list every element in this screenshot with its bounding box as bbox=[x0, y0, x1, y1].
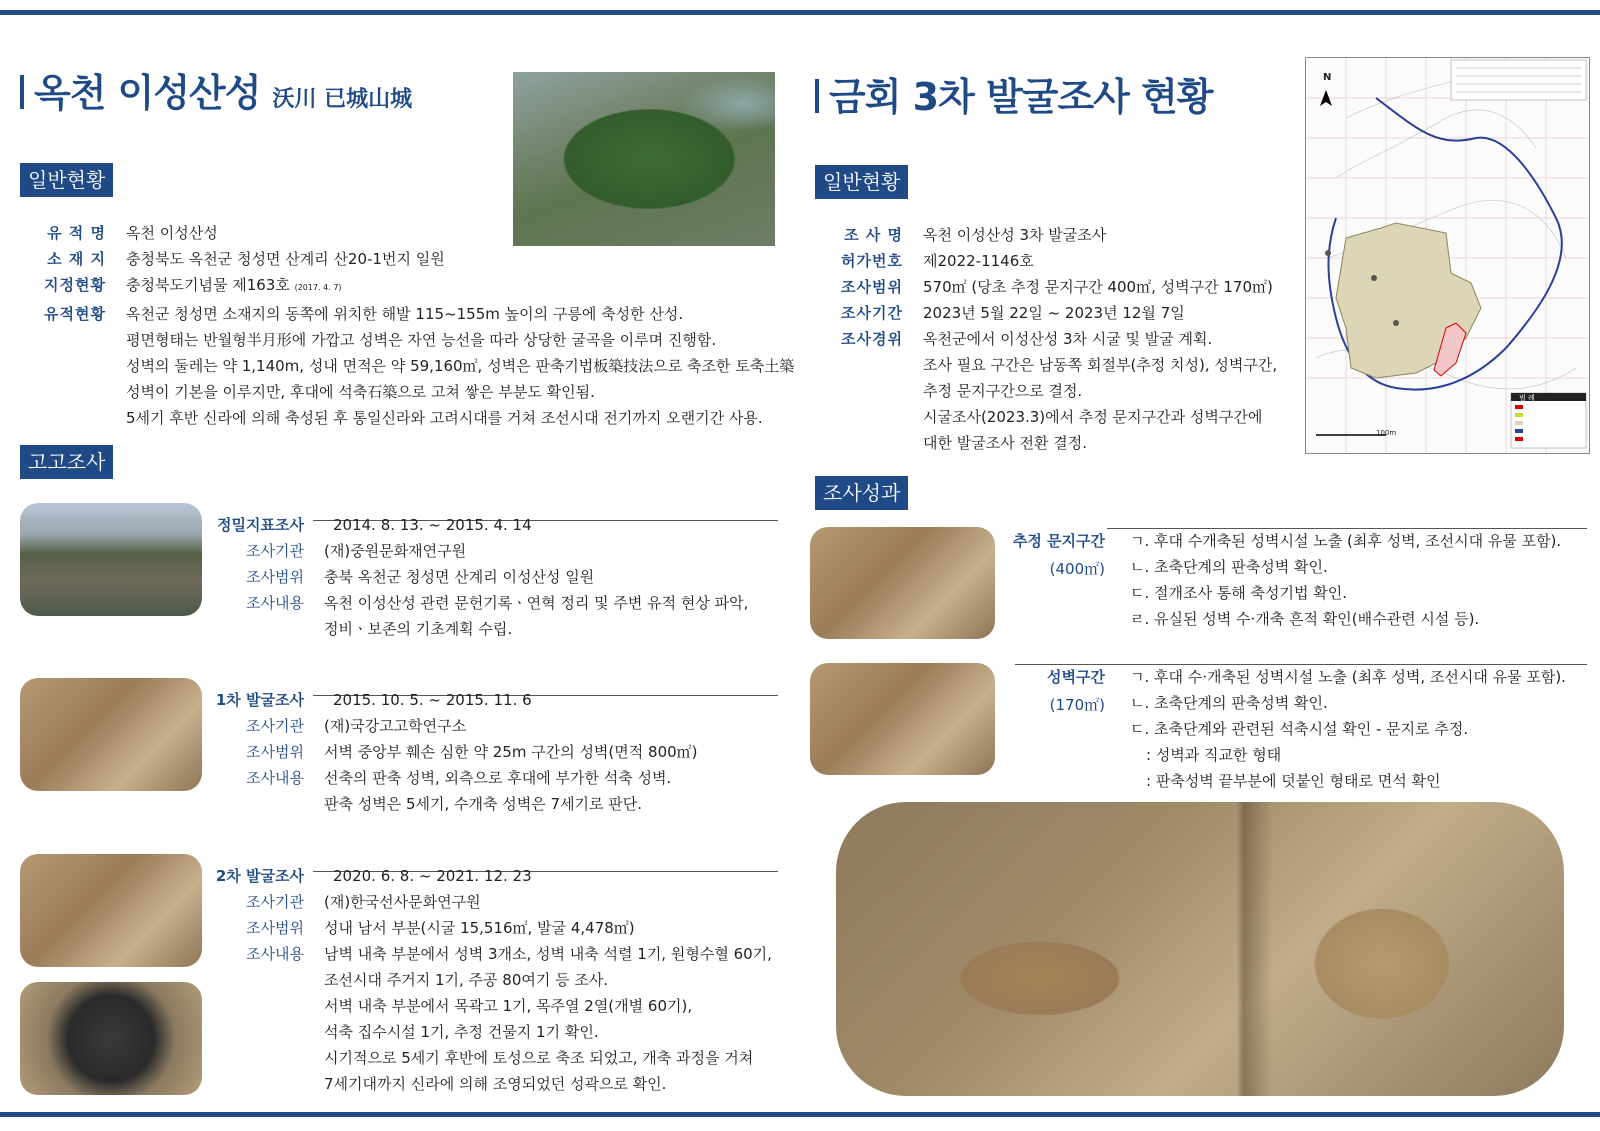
info-value: 옥천군에서 이성산성 3차 시굴 및 발굴 계획. bbox=[923, 330, 1213, 348]
survey-value: 옥천 이성산성 관련 문헌기록ㆍ연혁 정리 및 주변 유적 현상 파악, bbox=[324, 594, 749, 612]
general-info-left bbox=[11, 220, 794, 431]
results-badge: 조사성과 bbox=[815, 476, 908, 510]
survey-value: 정비ㆍ보존의 기초계획 수립. bbox=[324, 620, 513, 638]
result-title: 추정 문지구간 bbox=[1012, 532, 1105, 550]
info-row-site-name bbox=[11, 220, 794, 246]
survey-value: 시기적으로 5세기 후반에 토성으로 축조 되었고, 개축 과정을 거쳐 bbox=[324, 1049, 754, 1067]
info-row-period bbox=[808, 300, 1277, 326]
survey-key: 조사내용 bbox=[246, 769, 304, 787]
info-row-designation bbox=[11, 272, 794, 301]
map-legend-title: 범 례 bbox=[1519, 394, 1535, 402]
coordinate-box bbox=[1451, 60, 1586, 100]
survey-3-photo-b bbox=[20, 982, 202, 1095]
survey-value: 판축 성벽은 5세기, 수개축 성벽은 7세기로 판단. bbox=[324, 795, 643, 813]
general-info-right bbox=[808, 222, 1277, 456]
survey-title: 정밀지표조사 bbox=[217, 516, 304, 534]
survey-date: 2015. 10. 5. ~ 2015. 11. 6 bbox=[333, 691, 532, 709]
survey-key: 조사기관 bbox=[246, 893, 304, 911]
result-item: : 판축성벽 끝부분에 덧붙인 형태로 면석 확인 bbox=[1146, 772, 1441, 790]
title-marker bbox=[815, 79, 819, 113]
general-badge-right: 일반현황 bbox=[815, 165, 908, 199]
status-line: 성벽의 둘레는 약 1,140m, 성내 면적은 약 59,160㎡, 성벽은 판축기법板築技法으로 축조한 토축土築 bbox=[126, 357, 795, 375]
legend-swatch bbox=[1515, 413, 1523, 417]
info-row-background bbox=[808, 326, 1277, 456]
right-title bbox=[815, 66, 1213, 121]
info-value: 조사 필요 구간은 남동쪽 회절부(추정 치성), 성벽구간, bbox=[923, 356, 1278, 374]
result-item: ㄱ. 후대 수·개축된 성벽시설 노출 (최후 성벽, 조선시대 유물 포함). bbox=[1130, 668, 1566, 686]
legend-swatch bbox=[1515, 405, 1523, 409]
info-key: 허가번호 bbox=[841, 252, 903, 270]
info-key: 조사기간 bbox=[841, 304, 903, 322]
survey-value: 석축 집수시설 1기, 추정 건물지 1기 확인. bbox=[324, 1023, 599, 1041]
info-key: 유 적 명 bbox=[47, 224, 106, 242]
info-value: 충청북도기념물 제163호 bbox=[126, 276, 290, 294]
title-marker bbox=[20, 75, 24, 109]
result-item: ㄹ. 유실된 성벽 수·개축 흔적 확인(배수관련 시설 등). bbox=[1130, 610, 1480, 628]
excavation-aerial-photo bbox=[836, 802, 1564, 1096]
north-label: N bbox=[1323, 72, 1332, 83]
result-wall-items bbox=[1130, 664, 1566, 794]
info-row-status bbox=[11, 301, 794, 431]
info-value: 대한 발굴조사 전환 결정. bbox=[923, 434, 1087, 452]
survey-key: 조사내용 bbox=[246, 594, 304, 612]
zone-marker-2 bbox=[1371, 275, 1377, 281]
status-line: 평면형태는 반월형半月形에 가깝고 성벽은 자연 능선을 따라 상당한 굴곡을 이루며 진행함. bbox=[126, 331, 717, 349]
info-value: 추정 문지구간으로 결정. bbox=[923, 382, 1083, 400]
right-title-text: 금회 3차 발굴조사 현황 bbox=[829, 75, 1213, 119]
survey-value: 성내 남서 부분(시굴 15,516㎡, 발굴 4,478㎡) bbox=[324, 919, 635, 937]
gate-area-photo bbox=[810, 527, 995, 639]
survey-value: 서벽 중앙부 훼손 심한 약 25m 구간의 성벽(면적 800㎡) bbox=[324, 743, 698, 761]
result-gate-heading bbox=[1000, 528, 1105, 588]
result-gate-items bbox=[1130, 528, 1561, 632]
zone-marker-1 bbox=[1325, 250, 1331, 256]
survey-title: 2차 발굴조사 bbox=[215, 867, 304, 885]
result-item: ㄷ. 절개조사 통해 축성기법 확인. bbox=[1130, 584, 1347, 602]
survey-key: 조사범위 bbox=[246, 919, 304, 937]
survey-value: (재)국강고고학연구소 bbox=[324, 717, 467, 735]
status-lines bbox=[126, 301, 794, 431]
survey-key: 조사범위 bbox=[246, 743, 304, 761]
bottom-border-bar bbox=[0, 1112, 1600, 1117]
survey-key: 조사기관 bbox=[246, 717, 304, 735]
zone-marker-3 bbox=[1393, 320, 1399, 326]
result-item: ㄴ. 초축단계의 판축성벽 확인. bbox=[1130, 694, 1328, 712]
designation-date: (2017. 4. 7) bbox=[294, 283, 342, 292]
result-area: (170㎡) bbox=[1049, 696, 1105, 714]
info-key: 조사범위 bbox=[841, 278, 903, 296]
info-value: 옥천 이성산성 3차 발굴조사 bbox=[923, 226, 1107, 244]
survey-1-photo bbox=[20, 503, 202, 616]
result-area: (400㎡) bbox=[1049, 560, 1105, 578]
survey-value: 서벽 내축 부분에서 목곽고 1기, 목주열 2열(개별 60기), bbox=[324, 997, 693, 1015]
site-plan-drawing bbox=[1306, 58, 1589, 453]
info-value: 570㎡ (당초 추정 문지구간 400㎡, 성벽구간 170㎡) bbox=[923, 278, 1273, 296]
map-scale-label: 100m bbox=[1376, 429, 1397, 437]
result-item: : 성벽과 직교한 형태 bbox=[1146, 746, 1282, 764]
survey-key: 조사내용 bbox=[246, 945, 304, 963]
left-title-hanja: 沃川 已城山城 bbox=[272, 87, 413, 112]
result-item: ㄴ. 초축단계의 판축성벽 확인. bbox=[1130, 558, 1328, 576]
survey-value: 선축의 판축 성벽, 외측으로 후대에 부가한 석축 성벽. bbox=[324, 769, 672, 787]
info-row-scope bbox=[808, 274, 1277, 300]
result-item: ㄷ. 초축단계와 관련된 석축시설 확인 - 문지로 추정. bbox=[1130, 720, 1469, 738]
result-title: 성벽구간 bbox=[1047, 668, 1105, 686]
survey-value: 조선시대 주거지 1기, 주공 80여기 등 조사. bbox=[324, 971, 609, 989]
info-value: 제2022-1146호 bbox=[923, 252, 1034, 270]
archaeology-badge: 고고조사 bbox=[20, 445, 113, 479]
survey-key: 조사기관 bbox=[246, 542, 304, 560]
survey-value: 남벽 내축 부분에서 성벽 3개소, 성벽 내축 석렬 1기, 원형수혈 60기, bbox=[324, 945, 772, 963]
legend-swatch bbox=[1515, 421, 1523, 425]
info-row-permit bbox=[808, 248, 1277, 274]
info-key: 소 재 지 bbox=[47, 250, 106, 268]
wall-area-photo bbox=[810, 663, 995, 775]
legend-swatch bbox=[1515, 429, 1523, 433]
survey-title: 1차 발굴조사 bbox=[215, 691, 304, 709]
survey-2-photo bbox=[20, 678, 202, 791]
info-key: 유적현황 bbox=[44, 305, 106, 323]
info-key: 지정현황 bbox=[44, 276, 106, 294]
status-line: 5세기 후반 신라에 의해 축성된 후 통일신라와 고려시대를 거쳐 조선시대 전기까지 오랜기간 사용. bbox=[126, 409, 763, 427]
top-border-bar bbox=[0, 10, 1600, 15]
survey-value: 7세기대까지 신라에 의해 조영되었던 성곽으로 확인. bbox=[324, 1075, 667, 1093]
info-row-location bbox=[11, 246, 794, 272]
left-title bbox=[20, 62, 412, 117]
survey-key: 조사범위 bbox=[246, 568, 304, 586]
info-key: 조사경위 bbox=[841, 330, 903, 348]
info-value: 시굴조사(2023.3)에서 추정 문지구간과 성벽구간에 bbox=[923, 408, 1263, 426]
info-value: 옥천 이성산성 bbox=[126, 224, 218, 242]
result-item: ㄱ. 후대 수개축된 성벽시설 노출 (최후 성벽, 조선시대 유물 포함). bbox=[1130, 532, 1562, 550]
survey-date: 2014. 8. 13. ~ 2015. 4. 14 bbox=[333, 516, 532, 534]
info-value: 충청북도 옥천군 청성면 산계리 산20-1번지 일원 bbox=[126, 250, 445, 268]
info-key: 조 사 명 bbox=[844, 226, 903, 244]
left-title-text: 옥천 이성산성 bbox=[34, 71, 261, 115]
result-wall-heading bbox=[1000, 664, 1105, 724]
survey-value: (재)한국선사문화연구원 bbox=[324, 893, 481, 911]
general-badge-left: 일반현황 bbox=[20, 163, 113, 197]
legend-swatch bbox=[1515, 437, 1523, 441]
status-line: 성벽이 기본을 이루지만, 후대에 석축石築으로 고쳐 쌓은 부분도 확인됨. bbox=[126, 383, 595, 401]
survey-value: 충북 옥천군 청성면 산계리 이성산성 일원 bbox=[324, 568, 595, 586]
info-value: 2023년 5월 22일 ~ 2023년 12월 7일 bbox=[923, 304, 1185, 322]
status-line: 옥천군 청성면 소재지의 동쪽에 위치한 해발 115~155m 높이의 구릉에 축성한 산성. bbox=[126, 305, 684, 323]
info-row-survey-name bbox=[808, 222, 1277, 248]
survey-date: 2020. 6. 8. ~ 2021. 12. 23 bbox=[333, 867, 532, 885]
survey-3-photo-a bbox=[20, 854, 202, 967]
survey-value: (재)중원문화재연구원 bbox=[324, 542, 467, 560]
site-plan-map bbox=[1305, 57, 1590, 454]
